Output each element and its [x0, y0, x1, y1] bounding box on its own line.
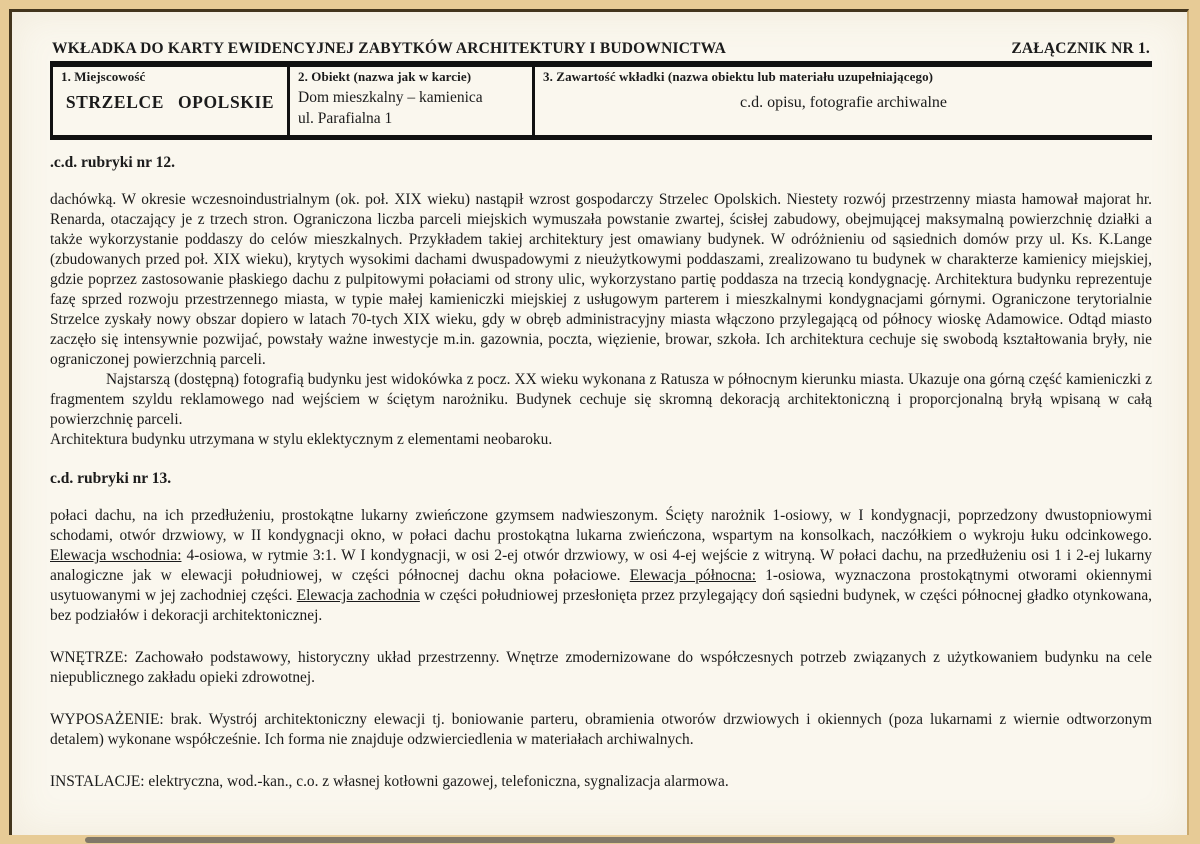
furnishings-paragraph: WYPOSAŻENIE: brak. Wystrój architektoniczny elewacji tj. boniowanie parteru, obramienia otworów drzwiowych i okiennych (poza lukarnami z wiernie odtworzonym detalem) wykonane współcześnie. Ich forma nie znajduje odzwierciedlenia w materiałach archiwalnych.: [50, 711, 1152, 748]
rubric-12-paragraph-2: Najstarszą (dostępną) fotografią budynku jest widokówka z pocz. XX wieku wykonana z Ratusza w północnym kierunku miasta. Ukazuje ona górną część kamieniczki z fragmentem szyldu reklamowego nad wejściem w ściętym narożniku. Budynek cechuje się skromną dekoracją architektoniczną i proporcjonalną bryłą wpisaną w całą powierzchnię parceli.: [50, 371, 1152, 428]
document-title: WKŁADKA DO KARTY EWIDENCYJNEJ ZABYTKÓW ARCHITEKTURY I BUDOWNICTWA: [52, 40, 727, 57]
rubric-13-paragraph: połaci dachu, na ich przedłużeniu, prostokątne lukarny zwieńczone gzymsem nadwieszonym. Ścięty narożnik 1-osiowy, w I kondygnacji, poprzedzony dwustopniowymi schodami, otwór drzwiowy, w II kondygnacji okno, w połaci dachu prostokątna lukarna zwieńczona, wspartym na konsolkach, naczółkiem o wykroju łuku odcinkowego. Elewacja wschodnia: 4-osiowa, w rytmie 3:1. W I kondygnacji, w osi 2-ej otwór drzwiowy, w osi 4-ej wejście z witryną. W połaci dachu, na przedłużeniu osi 1 i 2-ej lukarny analogiczne jak w elewacji południowej, w części północnej dachu okna połaciowe. Elewacja północna: 1-osiowa, wyznaczona prostokątnymi otworami okiennymi usytuowanymi w jej zachodniej części. Elewacja zachodnia w części południowej przesłonięta przez przylegający doń sąsiedni budynek, w części północnej gładko otynkowana, bez podziałów i dekoracji architektonicznej.: [50, 507, 1153, 624]
cell-object: [289, 64, 534, 138]
contents-value: c.d. opisu, fotografie archiwalne: [739, 94, 948, 111]
cell-contents: [534, 64, 1153, 138]
installations-paragraph: INSTALACJE: elektryczna, wod.-kan., c.o. z własnej kotłowni gazowej, telefoniczna, sygnalizacja alarmowa.: [50, 773, 729, 790]
identification-table: [50, 61, 1152, 140]
interior-paragraph: WNĘTRZE: Zachowało podstawowy, historyczny układ przestrzenny. Wnętrze zmodernizowane do współczesnych potrzeb związanych z użytkowaniem budynku na cele niepublicznego zakładu opieki zdrowotnej.: [50, 649, 1152, 686]
contents-label: 3. Zawartość wkładki (nazwa obiektu lub materiału uzupełniającego): [543, 69, 934, 84]
document-content: [50, 40, 1152, 792]
rubric-12-paragraph-1: dachówką. W okresie wczesnoindustrialnym (ok. poł. XIX wieku) nastąpił wzrost gospodarczy Strzelec Opolskich. Niestety rozwój przestrzenny miasta hamował majorat hr. Renarda, otaczający je z trzech stron. Ograniczona liczba parceli miejskich wymuszała powstanie zwartej, ścisłej zabudowy, obejmującej maksymalną powierzchnię działki a także wykorzystanie poddaszy do celów mieszkalnych. Przykładem takiej architektury jest omawiany budynek. W odróżnieniu od sąsiednich domów przy ul. Ks. K.Lange (zbudowanych przed poł. XIX wieku), krytych wysokimi dachami dwuspadowymi z nieużytkowymi poddaszami, zrealizowano tu budynek w charakterze kamienicy miejskiej, gdzie poprzez zastosowanie płaskiego dachu z pulpitowymi połaciami od strony ulic, wykorzystano partię poddasza na trzecią kondygnację. Architektura budynku reprezentuje fazę sprzed rozwoju przestrzennego miasta, w typie małej kamieniczki miejskiej z usługowym parterem i mieszkalnymi kondygnacjami górnymi. Ograniczone terytorialnie Strzelce zyskały nowy obszar dopiero w latach 70-tych XIX wieku, gdy w obręb administracyjny miasta włączono przylegającą od północy wioskę Adamowice. Odtąd miasto zaczęło się intensywnie pozwijać, powstały ważne inwestycje m.in. gazownia, poczta, więzienie, browar, szkoła. Ich architektura cechuje się swobodą kształtowania bryły, nie ograniczonej powierzchnią parceli.: [50, 191, 1152, 368]
rubric-13-heading: c.d. rubryki nr 13.: [50, 470, 172, 487]
scanner-edge-shadow: [85, 837, 1115, 843]
object-value-line2: ul. Parafialna 1: [298, 110, 393, 127]
annex-label: ZAŁĄCZNIK NR 1.: [1011, 40, 1150, 57]
rubric-12-heading: .c.d. rubryki nr 12.: [50, 154, 176, 171]
locality-value: STRZELCE OPOLSKIE: [65, 92, 275, 112]
cell-locality: [52, 64, 289, 138]
object-label: 2. Obiekt (nazwa jak w karcie): [298, 69, 472, 84]
object-value-line1: Dom mieszkalny – kamienica: [298, 89, 483, 106]
locality-label: 1. Miejscowość: [61, 69, 146, 84]
rubric-12-paragraph-3: Architektura budynku utrzymana w stylu eklektycznym z elementami neobaroku.: [50, 431, 553, 448]
document-paper: [9, 9, 1189, 835]
table-row: [52, 64, 1153, 138]
document-header: [50, 40, 1152, 61]
